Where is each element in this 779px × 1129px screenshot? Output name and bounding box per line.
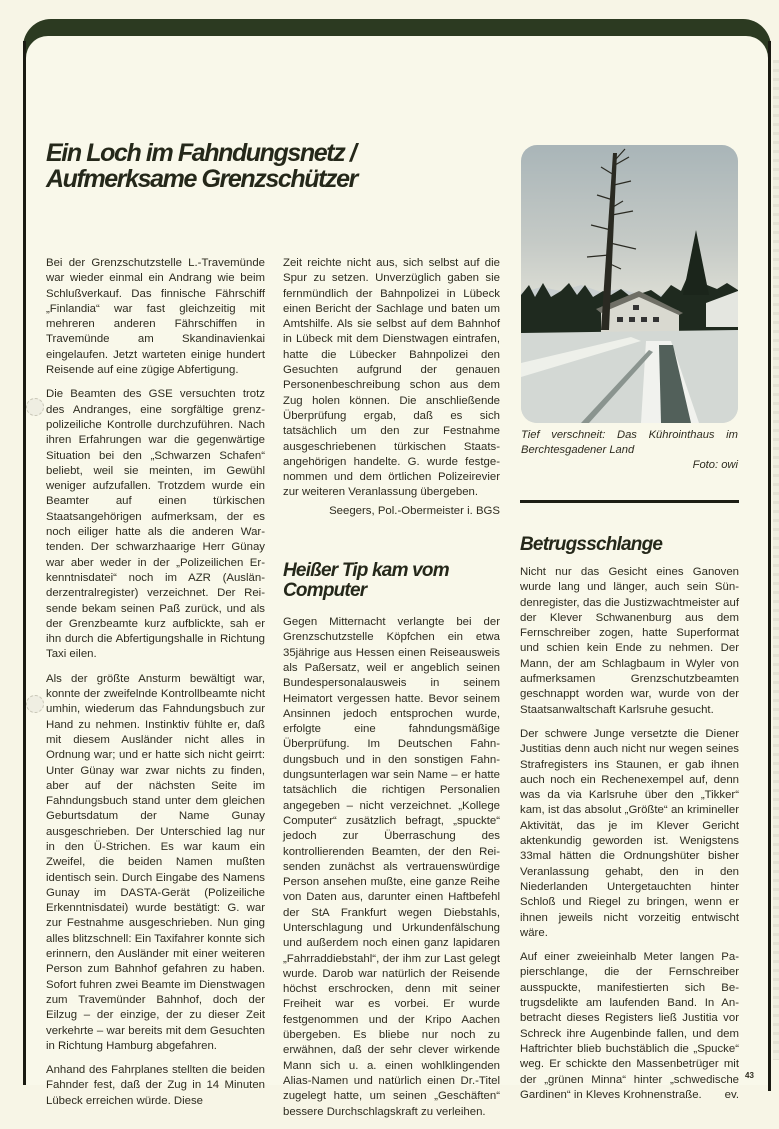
punch-hole-mark (26, 398, 44, 416)
article-paragraph: Als der größte Ansturm bewältigt war, konnte der zweifelnde Kontrollbeamte nicht umhin, wiederum das Fahndungsbuch zur Hand zu nehmen. Instinktiv fühlte er, daß mit diesem Ausländer nicht alles in Ordnung war; und er hatte sich nicht geirrt: Unter Günay war zwar nichts zu finden, aber auf der nächsten Seite im Fahndungsbuch stand unter dem gleichen Geburtsdatum der Name Gunay ausgeschrieben. Der Unterschied lag nur in den Ü-Strichen. Es war kaum ein Zweifel, die beiden Namen mußten identisch sein. Durch Eingabe des Namens Gunay im DASTA-Gerät (Polizeiliche Erkenntnisdatei) wurde bestätigt: G. war zur Festnahme ausgeschrieben. Nun ging alles blitzschnell: Ein Taxifahrer konnte sich erinnern, den Ausländer mit einer weiteren Person zum Bahnhof gefahren zu haben. Sofort fuhren zwei Beamte im Dienstwagen zum Travemünder Bahnhof, doch der Eilzug – der einzige, der zu dieser Zeit verkehrte – war bereits mit dem Gesuchten in Richtung Hamburg abgefahren. (46, 672, 265, 1052)
column-3 (520, 535, 739, 1112)
article-paragraph: Nicht nur das Gesicht eines Ganoven wurde lang und länger, auch sein Sündenregister, das die Justizwachtmeister auf der Klever Schwanenburg aus dem Fernschreiber zogen, hatte Superformat und schien kein Ende zu nehmen. Der Mann, der am Schlagbaum in Wyler von aufmerksamen Grenzschutzbeamten geschnappt worden war, wurde von der Staatsanwaltschaft Karlsruhe gesucht. (520, 566, 739, 716)
headline-line-1: Ein Loch im Fahndungsnetz / (46, 139, 356, 167)
article-paragraph-text: Auf einer zweieinhalb Meter langen Papierschlange, die der Fernschreiber ausspuckte, manifestierten sich Betrugsdelikte am laufenden Band. In Anbetracht dieses Registers ließ Justitia vor Schreck ihre Augenbinde fallen, und dem Haftrichter blieb buchstäblich die „Spucke“ weg. Er schickte den Massenbetrüger mit der „grünen Minna“ hinter „schwedische Gardinen“ in Kleves Krohnenstraße. (520, 951, 739, 1101)
article-paragraph: Die Beamten des GSE versuchten trotz des Andranges, eine sorgfältige grenzpolizeiliche Kontrolle durchzuführen. Nach ihren Erfahrungen war die gegenwärtige Situation bei den „Schwarzen Schafen“ beliebt, weil sie meinten, im Gewühl weniger aufzufallen. Trotzdem wurde ein Beamter auf einen türkischen Staatsangehörigen aufmerksam, der es noch eiliger hatte als die anderen Wartenden. Der schwarzhaarige Herr Günay war aber weder in der „Polizeilichen Erkenntnisdatei“ noch im AZR (Ausländerzentralregister) verzeichnet. Der Reisende bekam seinen Paß zurück, und als der Grenzbeamte kurz aufblickte, sah er ihn durch die Abfertigungshalle in Richtung Taxi eilen. (46, 388, 265, 661)
photo-illustration (521, 145, 738, 423)
author-signature: Seegers, Pol.-Obermeister i. BGS (329, 504, 500, 517)
headline-line-2: Aufmerksame Grenzschützer (46, 165, 357, 193)
page-number: 43 (745, 1071, 754, 1080)
article2-headline: Heißer Tip kam vom Computer (283, 560, 449, 602)
article-paragraph: Anhand des Fahrplanes stellten die beiden Fahnder fest, daß der Zug in 14 Minuten Lübeck erreichen würde. Diese (46, 1064, 265, 1107)
column-1 (46, 256, 265, 1118)
article-paragraph: Zeit reichte nicht aus, sich selbst auf die Spur zu setzen. Unverzüglich gaben sie fernmündlich der Bahnpolizei in Lübeck einen Bericht der Sachlage und baten um Amtshilfe. Als sie selbst auf dem Bahnhof in Lübeck mit dem Dienstwagen eintrafen, hatte die Lübecker Bahnpolizei den Gesuchten aufgrund der genauen Personenbeschreibung schon aus dem Zug holen können. Die anschließende Überprüfung ergab, daß es sich tatsächlich um den zur Festnahme ausgeschriebenen türkischen Staatsangehörigen handelte. G. wurde festgenommen und dem örtlichen Polizeirevier zur weiteren Veranlassung übergeben. (283, 257, 500, 499)
scan-margin-texture (773, 60, 779, 1060)
punch-hole-mark (26, 695, 44, 713)
article-paragraph (520, 950, 739, 1103)
photo-credit: Foto: owi (692, 459, 738, 471)
column-2 (283, 256, 500, 1129)
photo-snowy-hut (521, 145, 738, 423)
article-paragraph: Der schwere Junge versetzte die Diener Justitias denn auch nicht nur wegen seines Strafregisters ins Staunen, er gab ihnen auch noch ein Rechenexempel auf, denn was da via Karlsruhe über den „Tikker“ kam, ist das absolut „Größte“ an krimineller Aktivität, das je im Klever Gericht aktenkundig geworden ist. Wenigstens 33mal hätten die Ordnungshüter bisher Veranlassung gehabt, den in den Niederlanden Untergetauchten hinter Schloß und Riegel zu bringen, wenn er ihnen jeweils nicht vorzeitig entwischt wäre. (520, 727, 739, 939)
right-border-rule (768, 41, 771, 1091)
photo-caption (521, 428, 738, 473)
caption-text: Tief verschneit: Das Kührointhaus im Berchtesgadener Land (521, 429, 738, 456)
article-paragraph: Bei der Grenzschutzstelle L.-Travemünde war wieder einmal ein Andrang wie beim Schlußverkauf. Das finnische Fährschiff „Finlandia“ war fast gleichzeitig mit mehreren anderen Fährschiffen in Travemünde am Skandinavienkai eingelaufen. Jetzt warteten einige hundert Reisende auf eine zügige Abfertigung. (46, 257, 265, 377)
section-divider (520, 500, 739, 503)
left-border-rule (23, 41, 26, 1085)
article-headline (46, 140, 426, 192)
article3-headline: Betrugsschlange (520, 534, 663, 555)
author-initials: ev. (724, 1088, 739, 1101)
article-paragraph: Gegen Mitternacht verlangte bei der Grenzschutzstelle Köpfchen ein etwa 35jährige aus Hessen einen Reiseausweis als Paßersatz, weil er angeblich seinen Bundespersonalausweis in seinem Heimatort vergessen hatte. Bevor seinem Ansinnen jedoch entsprochen wurde, erfolgte eine fahndungsmäßige Überprüfung. Im Deutschen Fahndungsbuch und in den sonstigen Fahndungsunterlagen war sein Name – er hatte tatsächlich die richtigen Personalien angegeben – nicht verzeichnet. „Kollege Computer“ zusätzlich befragt, „spuckte“ jedoch zur Überraschung des kontrollierenden Beamten, der den Reisenden zunächst als vertrauenswürdige Person ansehen mußte, eine ganze Reihe von Daten aus, darunter einen Haftbefehl der StA Frankfurt wegen Diebstahls, Unterschlagung und Urkundenfälschung und außerdem noch einen ganz lapidaren „Fahrraddiebstahl“, der ihm zur Last gelegt wurde. Darob war natürlich der Reisende höchst erschrocken, denn mit seiner Freiheit war es vorbei. Er wurde festgenommen und der Kripo Aachen übergeben. Es bliebe nur noch zu erwähnen, daß der sehr clever wirkende Mann sich u. a. einen wohlklingenden Alias-Namen und natürlich einen Dr.-Titel zugelegt hatte, um seinen „Geschäften“ bessere Durchschlagskraft zu verleihen. (283, 616, 500, 1118)
